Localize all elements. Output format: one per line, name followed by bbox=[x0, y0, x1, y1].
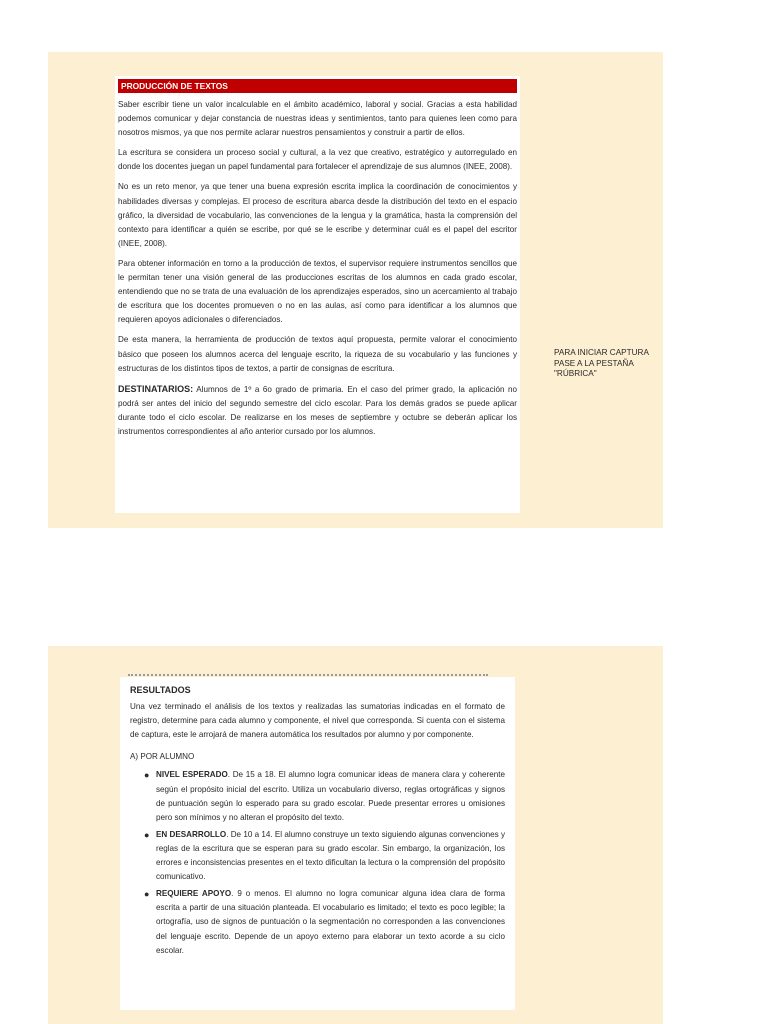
paragraph: La escritura se considera un proceso social y cultural, a la vez que creativo, estratégico y autorregulado en donde los docentes juegan un papel fundamental para fortalecer el aprendizaje de sus alumnos (INEE, 2008). bbox=[118, 148, 517, 172]
results-intro: Una vez terminado el análisis de los textos y realizadas las sumatorias indicadas en el formato de registro, determine para cada alumno y componente, el nivel que corresponda. Si cuenta con el sistema de captura, este le arrojará de manera automática los resultados por alumno y por componente. bbox=[130, 702, 505, 740]
list-item bbox=[144, 887, 505, 957]
bullet-icon: ● bbox=[144, 829, 150, 840]
level-term: NIVEL ESPERADO bbox=[156, 770, 228, 780]
level-description: . 9 o menos. El alumno no logra comunicar alguna idea clara de forma escrita a partir de una situación planteada. El vocabulario es limitado; el texto es poco legible; la ortografía, uso de signos de puntuación o la segmentación no corresponden a las convenciones del lenguaje escrito. Depende de un apoyo externo para elaborar un texto acorde a su ciclo escolar. bbox=[156, 889, 505, 955]
worksheet-panel-intro bbox=[48, 52, 663, 528]
bullet-icon: ● bbox=[144, 770, 150, 781]
results-heading: RESULTADOS bbox=[130, 685, 191, 695]
level-term: REQUIERE APOYO bbox=[156, 889, 232, 899]
level-description: . De 10 a 14. El alumno construye un texto siguiendo algunas convenciones y reglas de la escritura que se esperan para su grado escolar. Sin embargo, la organización, los errores e inconsistencias presentes en el texto dificultan la lectura o la comprensión del propósito comunicativo. bbox=[156, 829, 506, 882]
paragraph: No es un reto menor, ya que tener una buena expresión escrita implica la coordinación de conocimientos y habilidades diversas y complejas. El proceso de escritura abarca desde la distribución del texto en el espacio gráfico, la diversidad de vocabulario, las convenciones de la lengua y la gramática, hasta la comprensión del contexto para identificar a quién se escribe, por qué se le escribe y determinar cuál es el papel del escritor (INEE, 2008). bbox=[118, 182, 517, 248]
bullet-icon: ● bbox=[144, 889, 150, 900]
worksheet-panel-results bbox=[48, 646, 663, 1024]
level-term: EN DESARROLLO bbox=[156, 829, 227, 839]
list-item bbox=[144, 828, 505, 884]
cropped-text-edge bbox=[120, 674, 515, 679]
paragraph: Para obtener información en torno a la producción de textos, el supervisor requiere instrumentos sencillos que le permitan tener una visión general de las producciones escritas de los alumnos en cada grado escolar, entendiendo que no se trata de una evaluación de los aprendizajes esperados, sino un acercamiento al trabajo de escritura que los docentes promueven o no en las aulas, así como para identificar a los alumnos que requieren apoyos adicionales o diferenciados. bbox=[118, 258, 517, 325]
subheading-por-alumno: A) POR ALUMNO bbox=[130, 752, 195, 762]
level-list bbox=[130, 768, 505, 957]
destinatarios-text: Alumnos de 1º a 6o grado de primaria. En el caso del primer grado, la aplicación no podrá ser antes del inicio del segundo semestre del ciclo escolar. Para los demás grados se puede aplicar durante todo el ciclo escolar. De realizarse en los meses de septiembre y octubre se deberán aplicar los instrumentos correspondientes al año anterior cursado por los alumnos. bbox=[118, 384, 517, 436]
embedded-document-results bbox=[120, 677, 515, 1010]
destinatarios-label: DESTINATARIOS: bbox=[118, 383, 194, 394]
list-item bbox=[144, 768, 505, 824]
paragraph: De esta manera, la herramienta de producción de textos aquí propuesta, permite valorar el conocimiento básico que poseen los alumnos acerca del lenguaje escrito, la riqueza de su vocabulario y las funciones y estructuras de los distintos tipos de textos, a partir de consignas de escritura. bbox=[118, 335, 517, 373]
level-description: . De 15 a 18. El alumno logra comunicar ideas de manera clara y coherente según el propósito inicial del escrito. Utiliza un vocabulario diverso, reglas ortográficas y signos de puntuación según lo esperado para su grado escolar. Puede presentar errores u omisiones pero son mínimos y no alteran el propósito del texto. bbox=[156, 770, 505, 822]
paragraph: Saber escribir tiene un valor incalculable en el ámbito académico, laboral y social. Gracias a esta habilidad podemos comunicar y dejar constancia de nuestras ideas y sentimientos, tanto para quienes leen como para nosotros mismos, ya que nos permite aclarar nuestros pensamientos y construir a partir de ellos. bbox=[118, 100, 517, 138]
embedded-document-intro bbox=[115, 76, 520, 513]
capture-instruction-note: PARA INICIAR CAPTURA PASE A LA PESTAÑA "RÚBRICA" bbox=[554, 348, 649, 378]
destinatarios-paragraph bbox=[118, 382, 517, 439]
section-header: PRODUCCIÓN DE TEXTOS bbox=[118, 79, 517, 93]
